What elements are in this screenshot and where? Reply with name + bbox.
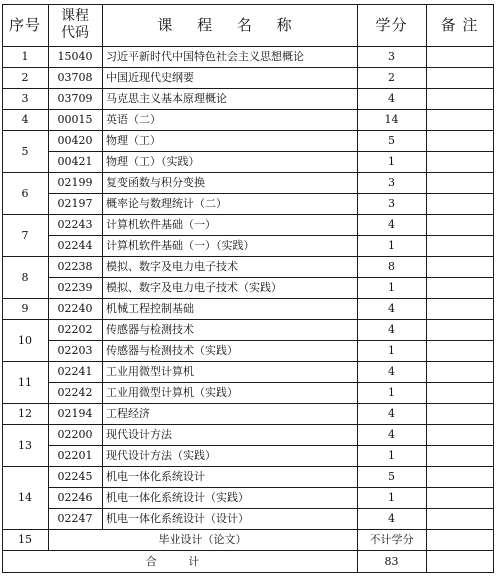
course-remark [426, 172, 493, 193]
course-credit: 1 [388, 491, 395, 504]
group-line [2, 424, 493, 425]
row-seq: 10 [18, 333, 32, 347]
total-label: 合 计 [145, 554, 214, 568]
course-code: 00420 [57, 134, 93, 147]
course-remark [426, 361, 493, 382]
course-code: 02242 [57, 386, 93, 399]
course-name: 现代设计方法（实践） [106, 449, 216, 462]
course-credit: 4 [388, 365, 395, 378]
course-credit: 4 [388, 428, 395, 441]
course-name: 习近平新时代中国特色社会主义思想概论 [106, 50, 304, 63]
course-remark [426, 193, 493, 214]
course-credit: 3 [388, 197, 395, 210]
table-border-top [2, 4, 493, 5]
row-seq: 12 [18, 407, 32, 420]
course-code: 00015 [57, 113, 93, 126]
course-credit: 2 [388, 71, 395, 84]
row-seq: 11 [18, 375, 32, 389]
course-credit: 4 [388, 92, 395, 105]
course-credit: 4 [388, 218, 395, 231]
course-name: 计算机软件基础（一） [106, 218, 216, 231]
course-code: 02239 [57, 281, 93, 294]
course-remark [426, 235, 493, 256]
course-name: 传感器与检测技术 [106, 323, 194, 336]
row-seq: 5 [21, 144, 29, 158]
course-name: 机械工程控制基础 [106, 302, 194, 315]
course-code: 00421 [57, 155, 93, 168]
course-code: 02197 [57, 197, 93, 210]
course-code: 02247 [57, 512, 93, 525]
row-seq: 14 [18, 491, 32, 504]
course-name: 物理（工）（实践） [106, 155, 200, 168]
thesis-name: 毕业设计（论文） [158, 533, 247, 546]
course-credit: 14 [384, 113, 399, 126]
course-remark [426, 256, 493, 277]
course-code: 02238 [57, 260, 93, 273]
group-line [2, 298, 493, 299]
course-name: 工业用微型计算机（实践） [106, 386, 238, 399]
course-name: 物理（工） [106, 134, 161, 147]
course-credit: 1 [388, 155, 395, 168]
course-name: 英语（二） [106, 113, 161, 126]
total-credit: 83 [384, 554, 399, 568]
course-code: 02240 [57, 302, 93, 315]
course-name: 计算机软件基础（一）（实践） [106, 239, 255, 252]
course-remark [426, 340, 493, 361]
row-seq: 1 [21, 50, 29, 63]
table-border-left [2, 4, 3, 573]
col-line-seq [48, 4, 49, 529]
course-name: 模拟、数字及电力电子技术（实践） [106, 281, 282, 294]
course-remark [426, 445, 493, 466]
course-credit: 1 [388, 281, 395, 294]
course-remark [426, 466, 493, 487]
course-remark [426, 487, 493, 508]
group-line [2, 214, 493, 215]
course-code: 03709 [57, 92, 93, 105]
course-name: 模拟、数字及电力电子技术 [106, 260, 238, 273]
course-code: 02202 [57, 323, 93, 336]
thesis-col-line [48, 529, 49, 550]
table-border-right [493, 4, 494, 573]
header-divider [2, 46, 493, 47]
course-code: 02241 [57, 365, 93, 378]
row-seq: 6 [21, 186, 29, 200]
course-name: 机电一体化系统设计（实践） [106, 491, 249, 504]
group-line [2, 256, 493, 257]
course-credit: 4 [388, 512, 395, 525]
group-line [2, 67, 493, 68]
course-credit: 3 [388, 176, 395, 189]
course-credit: 5 [388, 134, 395, 147]
course-remark [426, 46, 493, 67]
course-name: 工程经济 [106, 407, 150, 420]
course-code: 02246 [57, 491, 93, 504]
course-name: 传感器与检测技术（实践） [106, 344, 238, 357]
course-credit: 1 [388, 449, 395, 462]
header-seq: 序号 [8, 15, 41, 34]
course-code: 03708 [57, 71, 93, 84]
course-code: 02201 [57, 449, 93, 462]
course-name: 概率论与数理统计（二） [106, 197, 227, 210]
course-credit: 3 [388, 50, 395, 63]
course-code: 02244 [57, 239, 93, 252]
course-credit: 4 [388, 302, 395, 315]
row-seq: 3 [21, 92, 29, 105]
col-line-credit [426, 4, 427, 572]
course-name: 马克思主义基本原理概论 [106, 92, 227, 105]
col-line-code [102, 4, 103, 529]
course-credit: 4 [388, 323, 395, 336]
course-remark [426, 298, 493, 319]
curriculum-table [2, 4, 493, 577]
course-name: 复变函数与积分变换 [106, 176, 205, 189]
row-seq: 9 [21, 302, 29, 315]
course-credit: 8 [388, 260, 395, 273]
course-credit: 4 [388, 407, 395, 420]
header-code [48, 4, 102, 46]
thesis-credit: 不计学分 [369, 533, 414, 546]
row-seq: 8 [21, 270, 29, 284]
group-line [2, 361, 493, 362]
course-code: 02194 [57, 407, 93, 420]
course-code: 02245 [57, 470, 93, 483]
course-credit: 1 [388, 344, 395, 357]
course-name: 工业用微型计算机 [106, 365, 194, 378]
course-code: 02200 [57, 428, 93, 441]
group-line [2, 529, 493, 530]
course-code: 02199 [57, 176, 93, 189]
course-code: 02203 [57, 344, 93, 357]
course-remark [426, 508, 493, 529]
header-code-line2: 代码 [61, 25, 89, 41]
header-course-name: 课 程 名 称 [157, 15, 302, 34]
col-line-name [357, 4, 358, 572]
group-line [2, 403, 493, 404]
thesis-seq: 15 [18, 533, 32, 546]
course-remark [426, 67, 493, 88]
course-remark [426, 382, 493, 403]
course-remark [426, 130, 493, 151]
course-code: 15040 [57, 50, 93, 63]
table-border-bottom [2, 572, 493, 573]
course-name: 中国近现代史纲要 [106, 71, 194, 84]
header-credit: 学分 [375, 15, 408, 34]
row-seq: 7 [21, 228, 29, 242]
course-remark [426, 109, 493, 130]
group-line [2, 130, 493, 131]
group-line [2, 319, 493, 320]
header-code-line1: 课程 [61, 8, 89, 24]
course-remark [426, 277, 493, 298]
course-credit: 1 [388, 239, 395, 252]
group-line [2, 466, 493, 467]
course-credit: 1 [388, 386, 395, 399]
course-remark [426, 319, 493, 340]
total-line [2, 550, 493, 551]
course-name: 机电一体化系统设计（设计） [106, 512, 249, 525]
row-seq: 13 [18, 438, 32, 452]
group-line [2, 88, 493, 89]
course-remark [426, 88, 493, 109]
course-remark [426, 151, 493, 172]
course-remark [426, 214, 493, 235]
row-seq: 2 [21, 71, 29, 84]
row-seq: 4 [21, 113, 29, 126]
header-remark: 备 注 [440, 15, 479, 34]
course-remark [426, 403, 493, 424]
course-credit: 5 [388, 470, 395, 483]
group-line [2, 109, 493, 110]
course-name: 现代设计方法 [106, 428, 172, 441]
course-name: 机电一体化系统设计 [106, 470, 205, 483]
course-remark [426, 424, 493, 445]
group-line [2, 172, 493, 173]
course-code: 02243 [57, 218, 93, 231]
